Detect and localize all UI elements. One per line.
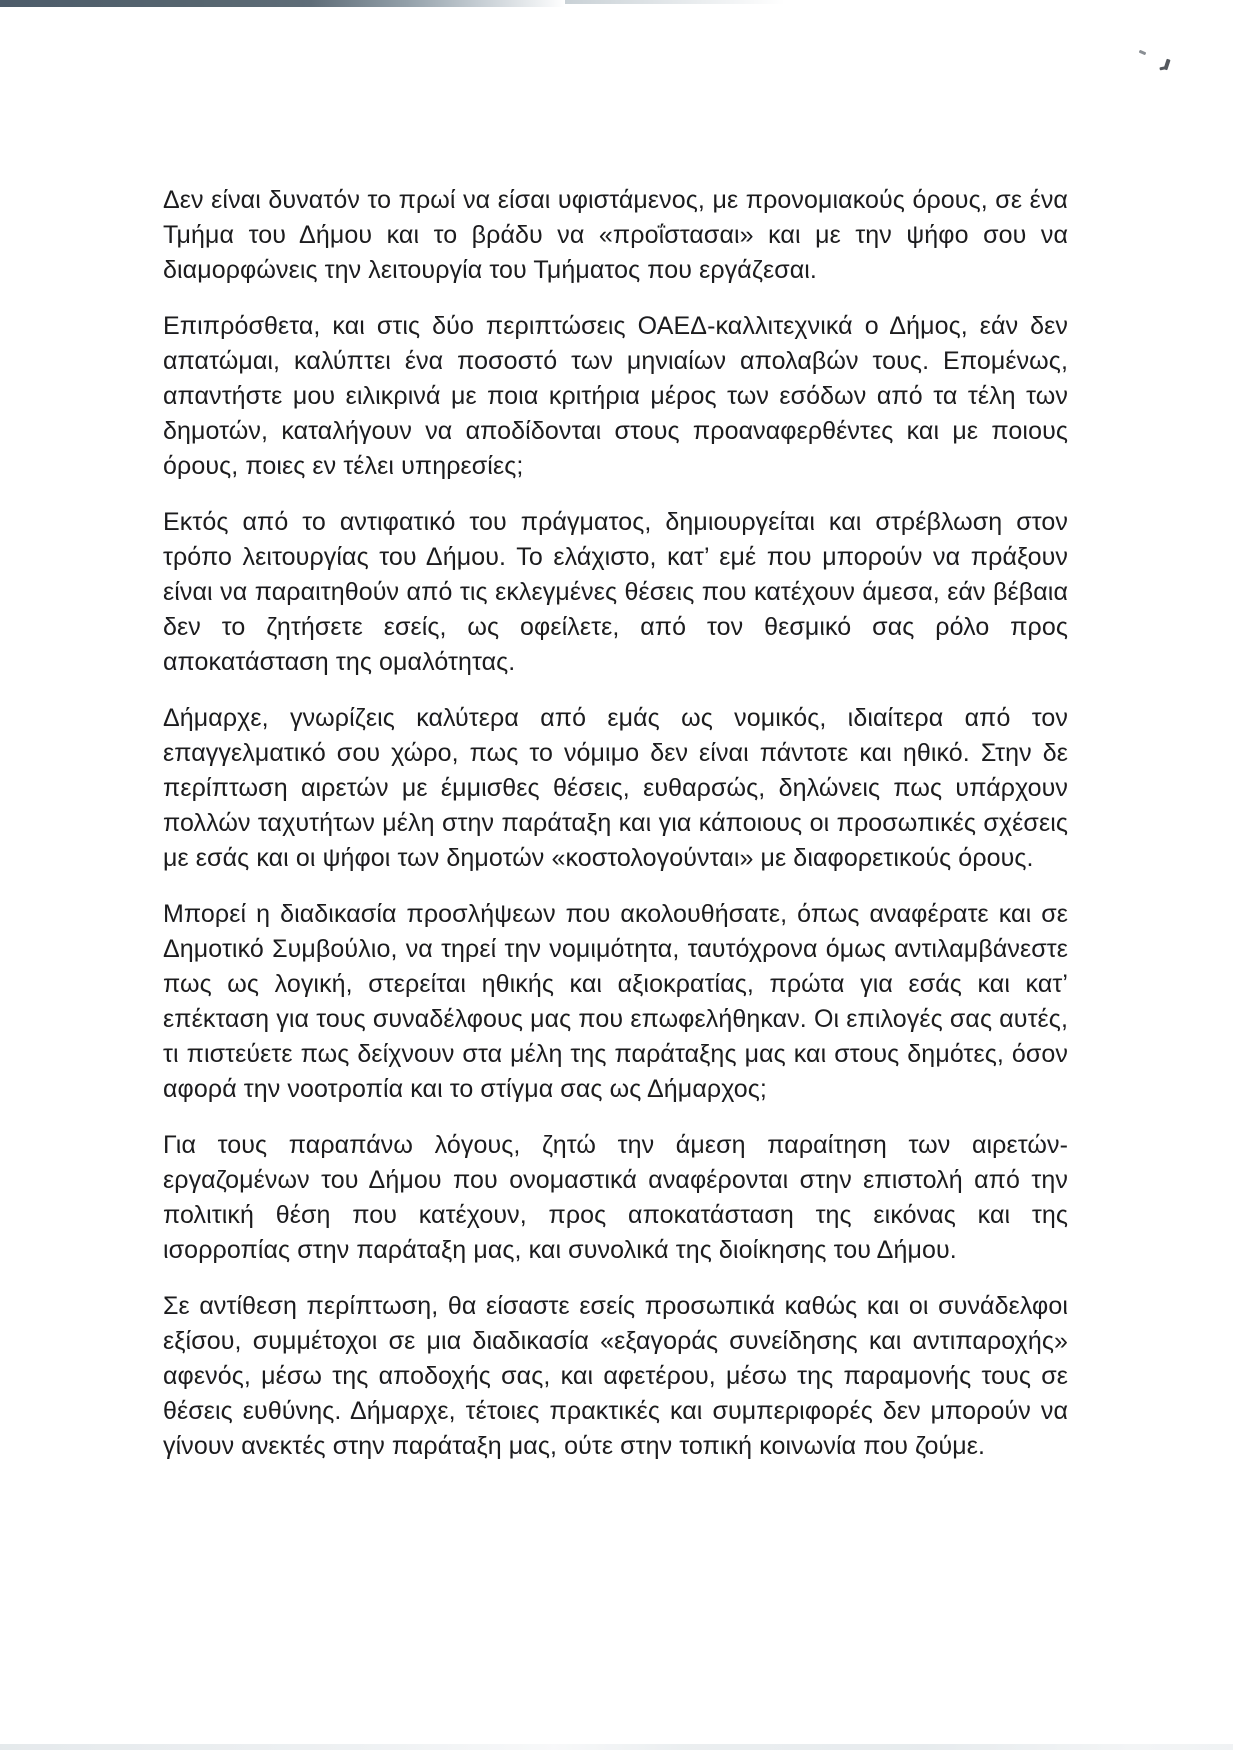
paragraph-4: Δήμαρχε, γνωρίζεις καλύτερα από εμάς ως νομικός, ιδιαίτερα από τον επαγγελματικό σου χώρο, πως το νόμιμο δεν είναι πάντοτε και ηθικό. Στην δε περίπτωση αιρετών με έμμισθες θέσεις, ευθαρσώς, δηλώνεις πως υπάρχουν πολλών ταχυτήτων μέλη στην παράταξη και για κάποιους οι προσωπικές σχέσεις με εσάς και οι ψήφοι των δημοτών «κοστολογούνται» με διαφορετικούς όρους.: [163, 704, 1068, 872]
scan-artifact-bottom-strip: [0, 1744, 1233, 1750]
paragraph-7: Σε αντίθεση περίπτωση, θα είσαστε εσείς προσωπικά καθώς και οι συνάδελφοι εξίσου, συμμέτοχοι σε μια διαδικασία «εξαγοράς συνείδησης και αντιπαροχής» αφενός, μέσω της αποδοχής σας, και αφετέρου, μέσω της παραμονής τους σε θέσεις ευθύνης. Δήμαρχε, τέτοιες πρακτικές και συμπεριφορές δεν μπορούν να γίνουν ανεκτές στην παράταξη μας, ούτε στην τοπική κοινωνία που ζούμε.: [163, 1292, 1068, 1460]
scan-artifact-top-strip: [0, 0, 565, 7]
paragraph-6: Για τους παραπάνω λόγους, ζητώ την άμεση παραίτηση των αιρετών-εργαζομένων του Δήμου που ονομαστικά αναφέρονται στην επιστολή από την πολιτική θέση που κατέχουν, προς αποκατάσταση της εικόνας και της ισορροπίας στην παράταξη μας, και συνολικά της διοίκησης του Δήμου.: [163, 1131, 1068, 1264]
paragraph-5: Μπορεί η διαδικασία προσλήψεων που ακολουθήσατε, όπως αναφέρατε και σε Δημοτικό Συμβούλιο, να τηρεί την νομιμότητα, ταυτόχρονα όμως αντιλαμβάνεστε πως ως λογική, στερείται ηθικής και αξιοκρατίας, πρώτα για εσάς και κατ’ επέκταση για τους συναδέλφους μας που επωφελήθηκαν. Οι επιλογές σας αυτές, τι πιστεύετε πως δείχνουν στα μέλη της παράταξης μας και στους δημότες, όσον αφορά την νοοτροπία και το στίγμα σας ως Δήμαρχος;: [163, 900, 1068, 1103]
scan-artifact-speck: [1139, 50, 1147, 56]
paragraph-2: Επιπρόσθετα, και στις δύο περιπτώσεις ΟΑΕΔ-καλλιτεχνικά ο Δήμος, εάν δεν απατώμαι, καλύπτει ένα ποσοστό των μηνιαίων απολαβών τους. Επομένως, απαντήστε μου ειλικρινά με ποια κριτήρια μέρος των εσόδων από τα τέλη των δημοτών, καταλήγουν να αποδίδονται στους προαναφερθέντες και με ποιους όρους, ποιες εν τέλει υπηρεσίες;: [163, 312, 1068, 480]
letter-body: [163, 183, 1068, 1464]
scan-artifact-speck: [1163, 59, 1170, 71]
scan-artifact-top-strip-fade: [565, 0, 785, 4]
paragraph-1: Δεν είναι δυνατόν το πρωί να είσαι υφιστάμενος, με προνομιακούς όρους, σε ένα Τμήμα του Δήμου και το βράδυ να «προΐστασαι» και με την ψήφο σου να διαμορφώνεις την λειτουργία του Τμήματος που εργάζεσαι.: [163, 186, 1068, 284]
paragraph-3: Εκτός από το αντιφατικό του πράγματος, δημιουργείται και στρέβλωση στον τρόπο λειτουργίας του Δήμου. Το ελάχιστο, κατ’ εμέ που μπορούν να πράξουν είναι να παραιτηθούν από τις εκλεγμένες θέσεις που κατέχουν άμεσα, εάν βέβαια δεν το ζητήσετε εσείς, ως οφείλετε, από τον θεσμικό σας ρόλο προς αποκατάσταση της ομαλότητας.: [163, 508, 1068, 676]
